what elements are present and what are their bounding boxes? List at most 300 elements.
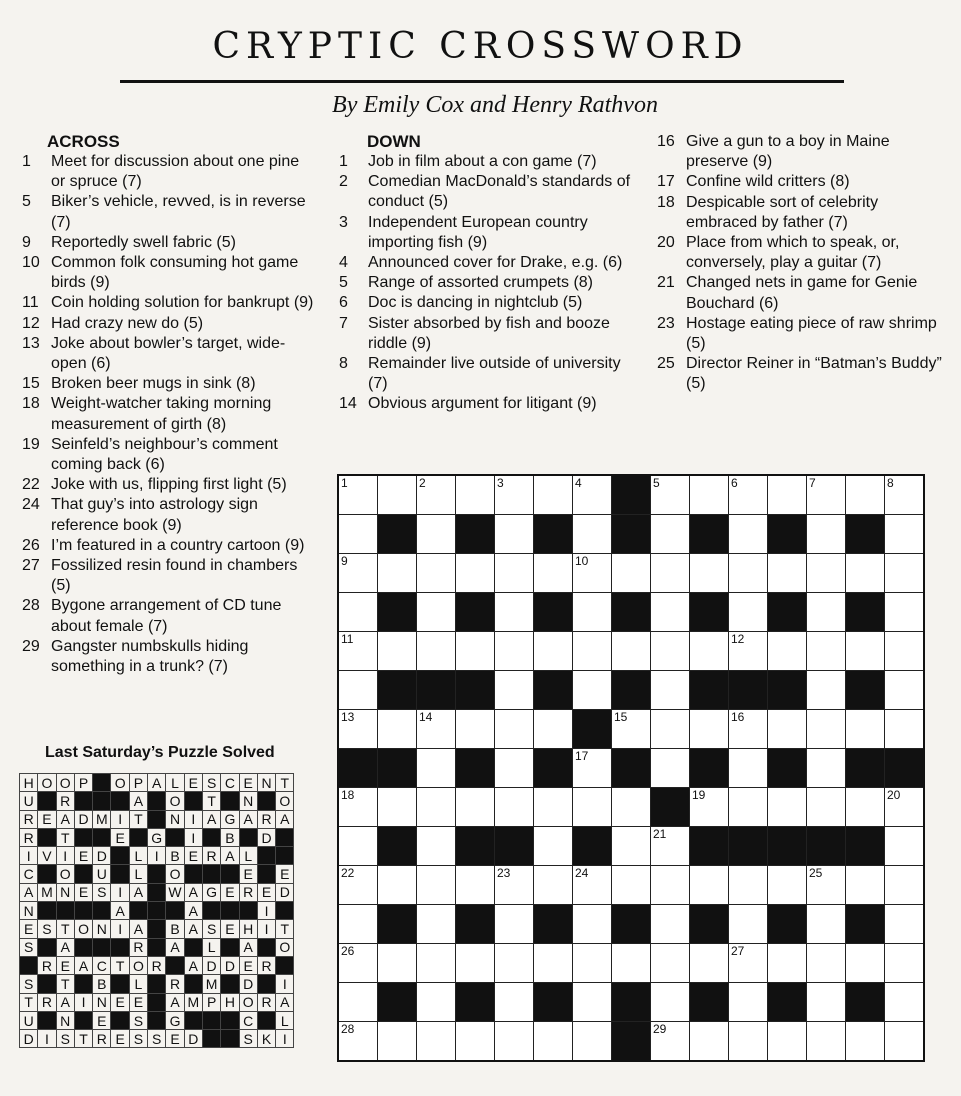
solved-letter: L xyxy=(166,774,184,792)
grid-block xyxy=(846,905,885,944)
solved-block xyxy=(74,975,92,993)
solved-letter: L xyxy=(129,865,147,883)
grid-cell[interactable] xyxy=(690,632,729,671)
grid-cell[interactable] xyxy=(612,827,651,866)
grid-cell[interactable] xyxy=(495,475,534,515)
grid-cell[interactable] xyxy=(807,632,846,671)
grid-cell[interactable] xyxy=(417,515,456,554)
grid-cell[interactable] xyxy=(729,983,768,1022)
title-rule xyxy=(120,80,844,83)
grid-cell[interactable] xyxy=(417,1022,456,1062)
clue-text: Changed nets in game for Genie Bouchard (6) xyxy=(686,274,918,312)
grid-block xyxy=(729,671,768,710)
grid-cell[interactable] xyxy=(885,515,925,554)
grid-cell[interactable] xyxy=(573,905,612,944)
clue-text: Confine wild critters (8) xyxy=(686,173,850,191)
grid-block xyxy=(768,983,807,1022)
grid-cell[interactable] xyxy=(768,554,807,593)
grid-cell[interactable] xyxy=(651,632,690,671)
clue-text: Place from which to speak, or, conversely, play a guitar (7) xyxy=(686,234,900,272)
grid-cell[interactable] xyxy=(338,788,378,827)
clue-number: 18 xyxy=(657,193,675,211)
solved-block xyxy=(38,828,56,846)
grid-cell[interactable] xyxy=(807,710,846,749)
solved-letter: I xyxy=(257,902,275,920)
solved-letter: P xyxy=(202,993,220,1011)
grid-cell[interactable] xyxy=(534,944,573,983)
grid-cell[interactable] xyxy=(729,632,768,671)
grid-cell[interactable] xyxy=(807,554,846,593)
grid-cell[interactable] xyxy=(495,515,534,554)
grid-block xyxy=(768,671,807,710)
grid-cell[interactable] xyxy=(729,866,768,905)
solved-block xyxy=(129,902,147,920)
grid-cell[interactable] xyxy=(729,749,768,788)
grid-cell[interactable] xyxy=(338,475,378,515)
across-clue-5 xyxy=(22,192,314,232)
solved-letter: E xyxy=(74,847,92,865)
grid-cell[interactable] xyxy=(338,866,378,905)
grid-cell[interactable] xyxy=(573,749,612,788)
grid-cell[interactable] xyxy=(378,710,417,749)
grid-cell[interactable] xyxy=(612,866,651,905)
grid-cell[interactable] xyxy=(690,710,729,749)
grid-cell[interactable] xyxy=(729,475,768,515)
grid-cell[interactable] xyxy=(573,788,612,827)
solved-letter: R xyxy=(202,847,220,865)
grid-cell[interactable] xyxy=(456,788,495,827)
grid-cell[interactable] xyxy=(768,475,807,515)
grid-cell[interactable] xyxy=(729,515,768,554)
grid-cell[interactable] xyxy=(495,593,534,632)
solved-letter: L xyxy=(239,847,257,865)
clue-text: Fossilized resin found in chambers (5) xyxy=(51,557,298,595)
grid-cell[interactable] xyxy=(495,983,534,1022)
grid-cell[interactable] xyxy=(378,632,417,671)
grid-block xyxy=(690,905,729,944)
grid-cell[interactable] xyxy=(378,1022,417,1062)
grid-cell[interactable] xyxy=(885,788,925,827)
solved-letter: T xyxy=(74,1030,92,1048)
solved-block xyxy=(221,792,239,810)
solved-letter: A xyxy=(148,774,166,792)
grid-cell[interactable] xyxy=(417,983,456,1022)
solved-letter: A xyxy=(184,956,202,974)
grid-cell[interactable] xyxy=(651,1022,690,1062)
grid-block xyxy=(690,749,729,788)
grid-cell[interactable] xyxy=(768,944,807,983)
grid-cell[interactable] xyxy=(807,593,846,632)
grid-cell[interactable] xyxy=(612,710,651,749)
grid-cell[interactable] xyxy=(573,1022,612,1062)
clue-number: 14 xyxy=(339,395,357,413)
grid-cell[interactable] xyxy=(338,515,378,554)
clue-text: Coin holding solution for bankrupt (9) xyxy=(51,294,314,312)
grid-cell[interactable] xyxy=(534,1022,573,1062)
cell-number: 2 xyxy=(419,476,426,490)
grid-cell[interactable] xyxy=(495,866,534,905)
grid-cell[interactable] xyxy=(651,866,690,905)
grid-cell[interactable] xyxy=(807,515,846,554)
grid-cell[interactable] xyxy=(885,905,925,944)
grid-cell[interactable] xyxy=(417,632,456,671)
grid-cell[interactable] xyxy=(612,554,651,593)
grid-cell[interactable] xyxy=(456,632,495,671)
solved-letter: E xyxy=(111,993,129,1011)
grid-cell[interactable] xyxy=(338,944,378,983)
grid-cell[interactable] xyxy=(651,710,690,749)
solved-letter: E xyxy=(38,810,56,828)
grid-cell[interactable] xyxy=(456,710,495,749)
grid-cell[interactable] xyxy=(729,593,768,632)
grid-cell[interactable] xyxy=(338,983,378,1022)
grid-cell[interactable] xyxy=(768,1022,807,1062)
grid-cell[interactable] xyxy=(651,475,690,515)
across-clue-22 xyxy=(22,475,314,495)
solved-letter: D xyxy=(184,1030,202,1048)
grid-cell[interactable] xyxy=(690,1022,729,1062)
solved-letter: S xyxy=(56,1030,74,1048)
grid-block xyxy=(612,749,651,788)
grid-cell[interactable] xyxy=(768,632,807,671)
solved-letter: A xyxy=(276,993,294,1011)
grid-cell[interactable] xyxy=(417,788,456,827)
grid-cell[interactable] xyxy=(651,905,690,944)
grid-cell[interactable] xyxy=(885,944,925,983)
grid-cell[interactable] xyxy=(651,515,690,554)
solved-letter: C xyxy=(239,1011,257,1029)
grid-cell[interactable] xyxy=(417,710,456,749)
clue-number: 10 xyxy=(22,254,40,272)
solved-letter: A xyxy=(20,883,38,901)
grid-cell[interactable] xyxy=(729,1022,768,1062)
grid-cell[interactable] xyxy=(807,788,846,827)
down-clue-17 xyxy=(657,172,947,192)
cell-number: 17 xyxy=(575,749,589,763)
solved-letter: S xyxy=(20,938,38,956)
solved-letter: E xyxy=(184,847,202,865)
grid-cell[interactable] xyxy=(885,983,925,1022)
grid-cell[interactable] xyxy=(495,944,534,983)
solved-letter: A xyxy=(129,792,147,810)
grid-cell[interactable] xyxy=(651,749,690,788)
solved-block xyxy=(148,810,166,828)
solved-letter: A xyxy=(184,902,202,920)
grid-cell[interactable] xyxy=(534,554,573,593)
grid-cell[interactable] xyxy=(417,827,456,866)
solved-letter: D xyxy=(20,1030,38,1048)
clue-text: Sister absorbed by fish and booze riddle (9) xyxy=(368,314,610,352)
clue-text: Comedian MacDonald’s standards of conduct (5) xyxy=(368,173,631,211)
grid-cell[interactable] xyxy=(338,827,378,866)
solved-letter: E xyxy=(93,1011,111,1029)
grid-cell[interactable] xyxy=(534,710,573,749)
grid-cell[interactable] xyxy=(807,1022,846,1062)
clue-text: Biker’s vehicle, revved, is in reverse (7) xyxy=(51,193,306,231)
grid-cell[interactable] xyxy=(338,1022,378,1062)
grid-cell[interactable] xyxy=(456,554,495,593)
grid-cell[interactable] xyxy=(846,866,885,905)
grid-cell[interactable] xyxy=(534,827,573,866)
grid-cell[interactable] xyxy=(612,788,651,827)
grid-cell[interactable] xyxy=(338,554,378,593)
clue-text: Broken beer mugs in sink (8) xyxy=(51,375,256,393)
grid-cell[interactable] xyxy=(534,788,573,827)
solved-letter: C xyxy=(93,956,111,974)
grid-cell[interactable] xyxy=(729,944,768,983)
grid-cell[interactable] xyxy=(612,632,651,671)
solved-block xyxy=(74,1011,92,1029)
grid-cell[interactable] xyxy=(573,866,612,905)
grid-block xyxy=(846,827,885,866)
grid-block xyxy=(378,827,417,866)
page-title: CRYPTIC CROSSWORD xyxy=(212,26,749,67)
grid-cell[interactable] xyxy=(534,866,573,905)
solved-letter: N xyxy=(56,1011,74,1029)
grid-cell[interactable] xyxy=(768,710,807,749)
grid-cell[interactable] xyxy=(378,475,417,515)
solved-letter: W xyxy=(166,883,184,901)
grid-cell[interactable] xyxy=(651,983,690,1022)
grid-cell[interactable] xyxy=(846,475,885,515)
grid-cell[interactable] xyxy=(807,905,846,944)
solved-letter: E xyxy=(276,865,294,883)
solved-letter: T xyxy=(56,975,74,993)
grid-cell[interactable] xyxy=(534,632,573,671)
solved-letter: R xyxy=(56,792,74,810)
solved-block xyxy=(276,847,294,865)
solved-block xyxy=(221,865,239,883)
grid-cell[interactable] xyxy=(846,554,885,593)
solved-letter: A xyxy=(166,993,184,1011)
grid-cell[interactable] xyxy=(417,944,456,983)
grid-cell[interactable] xyxy=(885,632,925,671)
grid-cell[interactable] xyxy=(495,749,534,788)
grid-cell[interactable] xyxy=(885,827,925,866)
grid-block xyxy=(612,983,651,1022)
solved-block xyxy=(148,975,166,993)
solved-letter: E xyxy=(184,774,202,792)
clue-number: 5 xyxy=(22,193,31,211)
grid-cell[interactable] xyxy=(612,944,651,983)
clue-number: 29 xyxy=(22,637,40,655)
clue-number: 4 xyxy=(339,254,348,272)
grid-cell[interactable] xyxy=(573,632,612,671)
grid-cell[interactable] xyxy=(846,788,885,827)
solved-letter: H xyxy=(20,774,38,792)
solved-letter: I xyxy=(276,975,294,993)
grid-block xyxy=(456,905,495,944)
solved-block xyxy=(257,865,275,883)
solved-letter: D xyxy=(74,810,92,828)
solved-letter: I xyxy=(148,847,166,865)
grid-cell[interactable] xyxy=(807,866,846,905)
grid-cell[interactable] xyxy=(378,866,417,905)
grid-cell[interactable] xyxy=(495,788,534,827)
cell-number: 28 xyxy=(341,1022,355,1036)
clue-text: That guy’s into astrology sign reference book (9) xyxy=(51,496,258,534)
grid-cell[interactable] xyxy=(768,788,807,827)
grid-cell[interactable] xyxy=(885,593,925,632)
grid-cell[interactable] xyxy=(729,554,768,593)
grid-cell[interactable] xyxy=(690,866,729,905)
grid-cell[interactable] xyxy=(690,475,729,515)
grid-cell[interactable] xyxy=(534,475,573,515)
grid-cell[interactable] xyxy=(417,554,456,593)
down-clue-20 xyxy=(657,233,947,273)
solved-letter: A xyxy=(184,920,202,938)
clue-number: 26 xyxy=(22,536,40,554)
grid-cell[interactable] xyxy=(729,905,768,944)
grid-cell[interactable] xyxy=(846,710,885,749)
grid-cell[interactable] xyxy=(456,944,495,983)
grid-block xyxy=(573,710,612,749)
solved-block xyxy=(148,883,166,901)
grid-cell[interactable] xyxy=(729,710,768,749)
grid-block xyxy=(378,983,417,1022)
grid-cell[interactable] xyxy=(807,944,846,983)
grid-cell[interactable] xyxy=(573,554,612,593)
solved-letter: I xyxy=(56,847,74,865)
grid-block xyxy=(612,671,651,710)
grid-cell[interactable] xyxy=(573,515,612,554)
clue-number: 7 xyxy=(339,314,348,332)
grid-cell[interactable] xyxy=(456,475,495,515)
solved-block xyxy=(184,938,202,956)
grid-cell[interactable] xyxy=(495,905,534,944)
grid-cell[interactable] xyxy=(338,710,378,749)
clue-number: 23 xyxy=(657,314,675,332)
grid-cell[interactable] xyxy=(573,475,612,515)
grid-block xyxy=(534,515,573,554)
solved-letter: S xyxy=(129,1030,147,1048)
solved-block xyxy=(221,938,239,956)
grid-cell[interactable] xyxy=(456,866,495,905)
solved-block xyxy=(202,1030,220,1048)
grid-cell[interactable] xyxy=(651,827,690,866)
solved-letter: A xyxy=(111,902,129,920)
down-clue-5 xyxy=(339,273,634,293)
grid-block xyxy=(456,593,495,632)
down-clue-6 xyxy=(339,293,634,313)
grid-cell[interactable] xyxy=(573,983,612,1022)
grid-cell[interactable] xyxy=(729,788,768,827)
grid-cell[interactable] xyxy=(338,905,378,944)
solved-letter: O xyxy=(166,792,184,810)
across-clue-15 xyxy=(22,374,314,394)
grid-cell[interactable] xyxy=(651,671,690,710)
solved-letter: E xyxy=(56,956,74,974)
grid-cell[interactable] xyxy=(338,632,378,671)
grid-cell[interactable] xyxy=(768,866,807,905)
grid-cell[interactable] xyxy=(378,944,417,983)
down-clue-18 xyxy=(657,193,947,233)
grid-cell[interactable] xyxy=(338,671,378,710)
grid-cell[interactable] xyxy=(495,671,534,710)
solved-letter: G xyxy=(166,1011,184,1029)
grid-cell[interactable] xyxy=(651,593,690,632)
cell-number: 4 xyxy=(575,476,582,490)
solved-block xyxy=(111,847,129,865)
grid-cell[interactable] xyxy=(495,710,534,749)
grid-block xyxy=(612,593,651,632)
grid-cell[interactable] xyxy=(651,554,690,593)
grid-cell[interactable] xyxy=(573,593,612,632)
grid-cell[interactable] xyxy=(378,554,417,593)
grid-cell[interactable] xyxy=(885,1022,925,1062)
grid-cell[interactable] xyxy=(690,554,729,593)
solved-letter: E xyxy=(74,883,92,901)
grid-cell[interactable] xyxy=(846,632,885,671)
grid-cell[interactable] xyxy=(338,593,378,632)
grid-cell[interactable] xyxy=(573,671,612,710)
grid-cell[interactable] xyxy=(417,475,456,515)
grid-cell[interactable] xyxy=(417,866,456,905)
solved-letter: O xyxy=(56,774,74,792)
grid-cell[interactable] xyxy=(807,475,846,515)
grid-cell[interactable] xyxy=(417,593,456,632)
solved-grid xyxy=(19,773,294,1048)
grid-cell[interactable] xyxy=(885,710,925,749)
solved-letter: H xyxy=(239,920,257,938)
grid-cell[interactable] xyxy=(807,671,846,710)
solved-letter: E xyxy=(20,920,38,938)
solved-block xyxy=(93,792,111,810)
solved-letter: K xyxy=(257,1030,275,1048)
grid-cell[interactable] xyxy=(378,788,417,827)
across-heading: ACROSS xyxy=(47,132,120,151)
solved-block xyxy=(166,902,184,920)
grid-block xyxy=(456,749,495,788)
grid-cell[interactable] xyxy=(495,632,534,671)
grid-cell[interactable] xyxy=(807,983,846,1022)
grid-cell[interactable] xyxy=(417,749,456,788)
solved-block xyxy=(184,865,202,883)
grid-cell[interactable] xyxy=(417,905,456,944)
down-clue-23 xyxy=(657,314,947,354)
grid-cell[interactable] xyxy=(885,671,925,710)
grid-cell[interactable] xyxy=(885,866,925,905)
solved-letter: A xyxy=(239,810,257,828)
grid-cell[interactable] xyxy=(690,788,729,827)
solved-letter: E xyxy=(221,920,239,938)
grid-cell[interactable] xyxy=(846,944,885,983)
solved-block xyxy=(148,1011,166,1029)
cell-number: 25 xyxy=(809,866,823,880)
grid-cell[interactable] xyxy=(690,944,729,983)
solved-letter: C xyxy=(221,774,239,792)
grid-block xyxy=(534,593,573,632)
solved-letter: T xyxy=(276,920,294,938)
solved-letter: I xyxy=(111,883,129,901)
solved-letter: A xyxy=(129,920,147,938)
grid-cell[interactable] xyxy=(495,554,534,593)
clue-number: 24 xyxy=(22,496,40,514)
grid-cell[interactable] xyxy=(495,1022,534,1062)
clue-text: Meet for discussion about one pine or spruce (7) xyxy=(51,153,300,191)
grid-cell[interactable] xyxy=(846,1022,885,1062)
grid-block xyxy=(807,827,846,866)
grid-block xyxy=(456,827,495,866)
grid-cell[interactable] xyxy=(885,554,925,593)
grid-cell[interactable] xyxy=(651,944,690,983)
grid-cell[interactable] xyxy=(885,475,925,515)
solved-block xyxy=(74,792,92,810)
grid-cell[interactable] xyxy=(456,1022,495,1062)
grid-cell[interactable] xyxy=(807,749,846,788)
grid-cell[interactable] xyxy=(573,944,612,983)
solved-letter: S xyxy=(148,1030,166,1048)
